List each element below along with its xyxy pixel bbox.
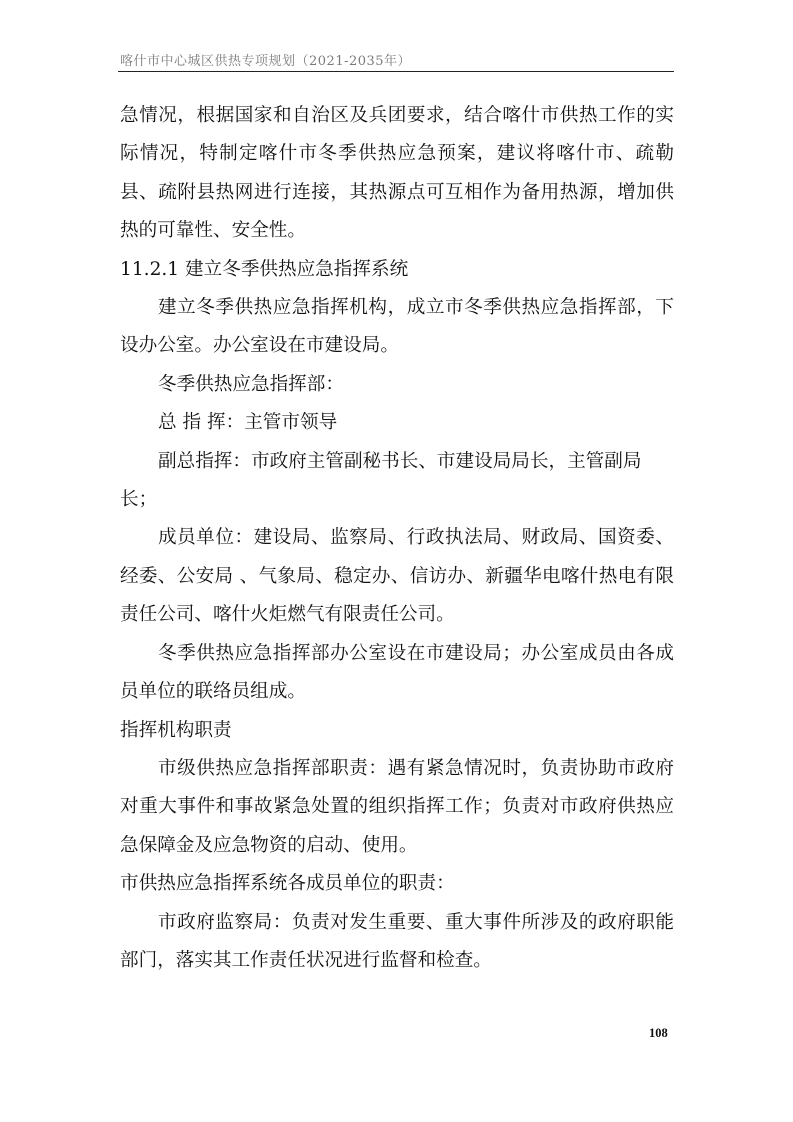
paragraph-command-setup: 建立冬季供热应急指挥机构，成立市冬季供热应急指挥部，下设办公室。办公室设在市建设局。 <box>120 297 674 357</box>
running-header: 喀什市中心城区供热专项规划（2021-2035年） <box>120 54 412 69</box>
paragraph-commander: 总 指 挥：主管市领导 <box>158 412 338 434</box>
paragraph-member-units: 成员单位：建设局、监察局、行政执法局、财政局、国资委、经委、公安局 、气象局、稳定办、信访办、新疆华电喀什热电有限责任公司、喀什火炬燃气有限责任公司。 <box>120 527 674 626</box>
subheading-command-duties: 指挥机构职责 <box>120 719 232 741</box>
header-divider <box>118 71 674 72</box>
paragraph-supervision-bureau: 市政府监察局：负责对发生重要、重大事件所涉及的政府职能部门，落实其工作责任状况进行监督和检查。 <box>120 911 674 971</box>
subheading-member-duties: 市供热应急指挥系统各成员单位的职责： <box>120 873 455 895</box>
paragraph-continuation: 急情况，根据国家和自治区及兵团要求，结合喀什市供热工作的实际情况，特制定喀什市冬季供热应急预案，建议将喀什市、疏勒县、疏附县热网进行连接，其热源点可互相作为备用热源，增加供热的可靠性、安全性。 <box>120 105 674 242</box>
document-body <box>120 97 674 980</box>
paragraph-city-command-duties: 市级供热应急指挥部职责：遇有紧急情况时，负责协助市政府对重大事件和事故紧急处置的组织指挥工作；负责对市政府供热应急保障金及应急物资的启动、使用。 <box>120 757 674 856</box>
paragraph-command-title: 冬季供热应急指挥部： <box>158 373 344 395</box>
paragraph-deputy-commander: 副总指挥：市政府主管副秘书长、市建设局局长，主管副局长； <box>120 450 642 511</box>
paragraph-office: 冬季供热应急指挥部办公室设在市建设局；办公室成员由各成员单位的联络员组成。 <box>120 642 674 703</box>
page-number: 108 <box>649 1026 668 1040</box>
section-heading: 11.2.1 建立冬季供热应急指挥系统 <box>120 258 409 280</box>
